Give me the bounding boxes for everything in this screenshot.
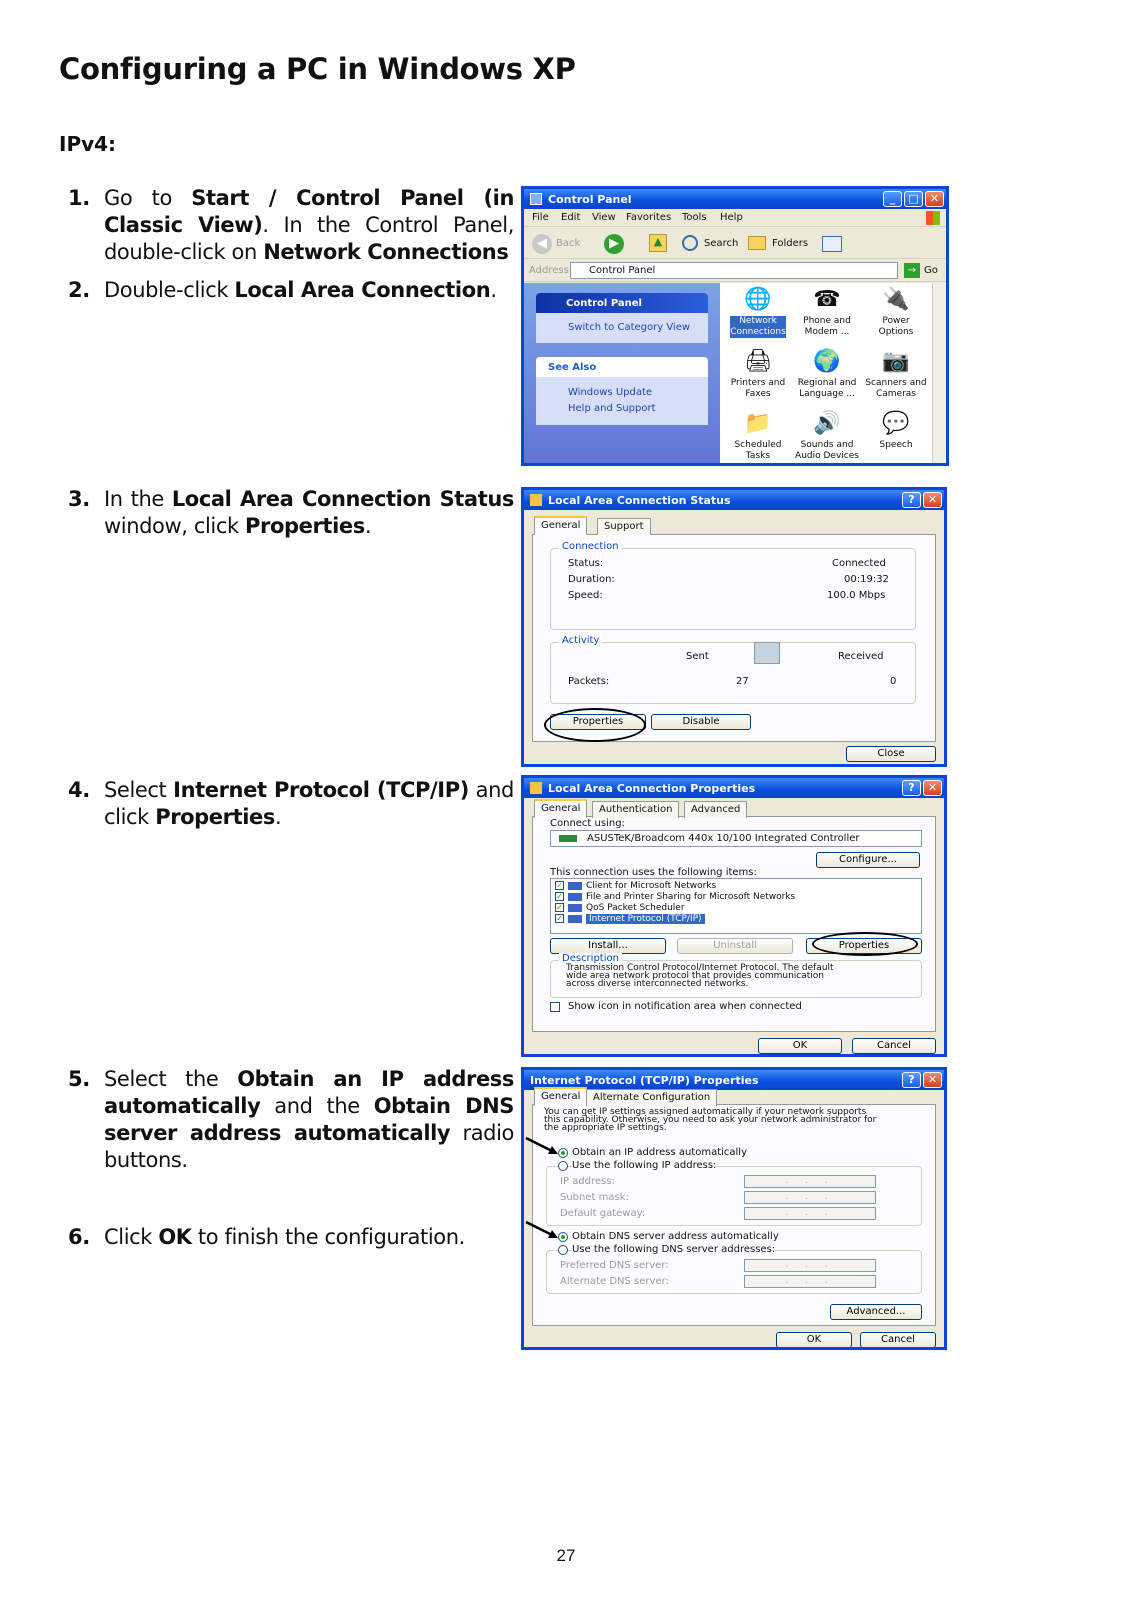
address-label: Address [529, 265, 569, 276]
step-emphasis: Internet Protocol (TCP/IP) [173, 778, 469, 802]
step-text [104, 277, 514, 304]
step-6 [68, 1224, 514, 1251]
control-panel-item-label: Printers and Faxes [730, 378, 786, 399]
subnet-mask-field[interactable]: . . . [744, 1191, 876, 1204]
step-number: 6. [68, 1225, 90, 1249]
step-run: . In the Control Panel, double-click on [104, 213, 514, 264]
item-label: QoS Packet Scheduler [586, 903, 685, 913]
duration-value: 00:19:32 [844, 574, 889, 585]
configure-button[interactable]: Configure... [816, 852, 920, 868]
windows-logo-icon [926, 211, 940, 225]
close-x-button[interactable]: ✕ [923, 492, 942, 508]
control-panel-item-label: Phone and Modem ... [803, 316, 851, 337]
step-3 [68, 486, 514, 540]
list-item[interactable] [555, 914, 705, 925]
control-panel-item-icon: 💬 [882, 411, 910, 436]
properties-titlebar[interactable] [524, 778, 944, 798]
see-also-title[interactable]: See Also [536, 357, 708, 377]
vertical-scrollbar[interactable] [932, 283, 946, 463]
control-panel-item[interactable] [726, 349, 790, 400]
control-panel-item-icon: ☎ [813, 287, 841, 312]
intro-line-2: this capability. Otherwise, you need to ask your network administrator for [544, 1115, 877, 1125]
ok-button[interactable]: OK [758, 1038, 842, 1054]
tab-support[interactable]: Support [597, 518, 651, 535]
search-icon[interactable] [682, 235, 698, 251]
use-ip-label: Use the following IP address: [572, 1160, 717, 1171]
preferred-dns-label: Preferred DNS server: [560, 1260, 669, 1271]
alternate-dns-label: Alternate DNS server: [560, 1276, 669, 1287]
tab-general[interactable]: General [534, 799, 587, 818]
list-item[interactable] [555, 892, 795, 903]
description-line-2: wide area network protocol that provides communication [566, 971, 824, 981]
item-label: File and Printer Sharing for Microsoft Networks [586, 892, 796, 902]
network-icon [530, 494, 542, 506]
step-emphasis: Properties [245, 514, 365, 538]
uninstall-button[interactable]: Uninstall [677, 938, 793, 954]
received-label: Received [838, 651, 884, 662]
step-run: . [490, 278, 497, 302]
step-run: to finish the configuration. [191, 1225, 465, 1249]
folders-button-label[interactable]: Folders [772, 238, 809, 249]
menu-bar [524, 209, 946, 227]
page-title: Configuring a PC in Windows XP [59, 52, 576, 86]
network-component-icon [568, 893, 582, 901]
close-button[interactable]: Close [846, 746, 936, 762]
step-emphasis: Start / Control Panel (in Classic View) [104, 186, 515, 237]
control-panel-item[interactable] [795, 411, 859, 462]
step-2 [68, 277, 514, 304]
list-item[interactable] [555, 903, 685, 914]
step-run: In the [104, 487, 172, 511]
step-text [104, 777, 514, 831]
obtain-ip-label: Obtain an IP address automatically [572, 1147, 748, 1158]
go-arrow-icon[interactable]: → [904, 263, 920, 278]
folders-icon[interactable] [748, 236, 766, 250]
network-component-icon [568, 904, 582, 912]
step-emphasis: OK [158, 1225, 192, 1249]
install-button[interactable]: Install... [550, 938, 666, 954]
control-panel-item-label: Scanners and Cameras [865, 378, 927, 399]
step-run: Double-click [104, 278, 235, 302]
task-panel [536, 293, 708, 343]
step-5 [68, 1066, 514, 1174]
step-text [104, 185, 514, 266]
address-value: Control Panel [589, 265, 656, 276]
maximize-button[interactable]: □ [904, 191, 923, 207]
help-support-link[interactable]: Help and Support [568, 403, 656, 414]
tab-alternate-configuration[interactable]: Alternate Configuration [586, 1089, 717, 1106]
control-panel-item-icon: 🌐 [744, 287, 772, 312]
step-run: Go to [104, 186, 192, 210]
subnet-mask-label: Subnet mask: [560, 1192, 629, 1203]
connection-group-label: Connection [559, 541, 622, 552]
left-task-pane [524, 283, 720, 463]
list-item[interactable] [555, 881, 716, 892]
address-input[interactable] [570, 262, 898, 279]
menu-tools[interactable]: Tools [682, 212, 707, 223]
intro-line-1: You can get IP settings assigned automatically if your network supports [544, 1107, 867, 1117]
packets-received: 0 [890, 676, 897, 687]
tab-advanced[interactable]: Advanced [684, 801, 747, 818]
item-label: Client for Microsoft Networks [586, 881, 717, 891]
step-run: Select the [104, 1067, 238, 1091]
control-panel-item-icon: 🌍 [813, 349, 841, 374]
highlight-ring [812, 932, 918, 956]
network-component-icon [568, 915, 582, 923]
step-4 [68, 777, 514, 831]
status-title: Local Area Connection Status [548, 493, 731, 507]
description-line-3: across diverse interconnected networks. [566, 979, 749, 989]
use-dns-label: Use the following DNS server addresses: [572, 1244, 776, 1255]
close-x-button[interactable]: ✕ [923, 780, 942, 796]
item-checkbox[interactable]: ✓ [556, 892, 563, 901]
step-run: radio buttons. [104, 1121, 514, 1172]
item-checkbox[interactable]: ✓ [556, 903, 563, 912]
menu-favorites[interactable]: Favorites [626, 212, 672, 223]
control-panel-item[interactable] [795, 287, 859, 338]
step-emphasis: Local Area Connection Status [171, 487, 514, 511]
step-number: 5. [68, 1067, 90, 1091]
duration-label: Duration: [568, 574, 615, 585]
item-checkbox[interactable]: ✓ [556, 881, 563, 890]
default-gateway-field[interactable]: . . . [744, 1207, 876, 1220]
step-emphasis: Properties [155, 805, 275, 829]
control-panel-item[interactable] [795, 349, 859, 400]
computers-icon [754, 642, 780, 664]
status-titlebar[interactable] [524, 490, 944, 510]
up-folder-icon[interactable]: ▲ [649, 234, 667, 252]
status-label: Status: [568, 558, 604, 569]
step-1 [68, 185, 514, 266]
control-panel-item-icon: 📷 [882, 349, 910, 374]
section-heading: IPv4: [59, 132, 117, 156]
toolbar [524, 227, 946, 259]
windows-update-link[interactable]: Windows Update [568, 387, 653, 398]
tcpip-window [521, 1067, 947, 1350]
item-checkbox[interactable]: ✓ [556, 914, 563, 923]
annotation-arrows [522, 1134, 562, 1264]
ip-address-label: IP address: [560, 1176, 615, 1187]
control-panel-item[interactable] [726, 411, 790, 462]
help-button[interactable]: ? [902, 492, 921, 508]
ip-address-field[interactable]: . . . [744, 1175, 876, 1188]
forward-arrow-icon[interactable]: ▶ [604, 234, 624, 254]
step-number: 4. [68, 778, 90, 802]
switch-category-link[interactable]: Switch to Category View [568, 322, 691, 333]
tab-authentication[interactable]: Authentication [592, 801, 679, 818]
step-run: Click [104, 1225, 159, 1249]
help-button[interactable]: ? [902, 780, 921, 796]
step-run: and the [260, 1094, 374, 1118]
connect-using-label: Connect using: [550, 818, 625, 829]
tab-general[interactable]: General [534, 1087, 587, 1106]
advanced-button[interactable]: Advanced... [830, 1304, 922, 1320]
properties-title: Local Area Connection Properties [548, 781, 756, 795]
step-number: 1. [68, 186, 90, 210]
step-run: and click [104, 778, 514, 829]
arrow-obtain-ip-icon [526, 1138, 558, 1154]
tab-general[interactable]: General [534, 516, 587, 535]
control-panel-window [521, 186, 949, 466]
step-run: Select [104, 778, 174, 802]
control-panel-item[interactable] [864, 411, 928, 451]
step-emphasis: Network Connections [263, 240, 509, 264]
step-emphasis: Obtain DNS server address automatically [104, 1094, 515, 1145]
control-panel-item[interactable] [864, 287, 928, 338]
step-emphasis: Obtain an IP address automatically [104, 1067, 514, 1118]
control-panel-item-icon: 📁 [744, 411, 772, 436]
default-gateway-label: Default gateway: [560, 1208, 646, 1219]
step-run: . [364, 514, 372, 538]
step-emphasis: Local Area Connection [234, 278, 491, 302]
packets-sent: 27 [736, 676, 749, 687]
page-number: 27 [556, 1546, 576, 1565]
adapter-name: ASUSTeK/Broadcom 440x 10/100 Integrated Controller [587, 833, 860, 844]
ok-button[interactable]: OK [776, 1332, 852, 1348]
adapter-box [550, 830, 922, 847]
go-button-label[interactable]: Go [924, 265, 938, 276]
close-x-button[interactable]: ✕ [923, 1072, 942, 1088]
step-number: 2. [68, 278, 90, 302]
items-list [550, 878, 922, 934]
speed-value: 100.0 Mbps [827, 590, 886, 601]
menu-help[interactable]: Help [720, 212, 743, 223]
control-panel-icons [720, 283, 932, 463]
tcpip-title: Internet Protocol (TCP/IP) Properties [530, 1073, 759, 1087]
control-panel-item-label: Power Options [878, 316, 914, 337]
speed-label: Speed: [568, 590, 603, 601]
cancel-button[interactable]: Cancel [852, 1038, 936, 1054]
step-text [104, 1066, 514, 1174]
step-text [104, 486, 514, 540]
control-panel-item-icon: 🖨 [744, 349, 772, 374]
sent-label: Sent [686, 651, 709, 662]
properties-button[interactable]: Properties [550, 714, 646, 730]
menu-file[interactable]: File [532, 212, 549, 223]
preferred-dns-field[interactable]: . . . [744, 1259, 876, 1272]
description-group-label: Description [559, 953, 622, 964]
menu-edit[interactable]: Edit [561, 212, 581, 223]
disable-button[interactable]: Disable [651, 714, 751, 730]
network-card-icon [559, 835, 577, 842]
arrow-obtain-dns-icon [526, 1222, 558, 1238]
network-icon [530, 782, 542, 794]
cancel-button[interactable]: Cancel [860, 1332, 936, 1348]
control-panel-item-label: Sounds and Audio Devices [795, 440, 859, 461]
description-line-1: Transmission Control Protocol/Internet Protocol. The default [566, 963, 834, 973]
step-run: . [275, 805, 282, 829]
control-panel-item[interactable] [864, 349, 928, 400]
control-panel-item-label: Network Connections [730, 316, 786, 337]
item-label: Internet Protocol (TCP/IP) [586, 914, 705, 924]
back-button-label[interactable]: Back [556, 238, 581, 249]
menu-view[interactable]: View [592, 212, 616, 223]
activity-group-label: Activity [559, 635, 602, 646]
show-icon-label: Show icon in notification area when connected [568, 1001, 802, 1012]
intro-line-3: the appropriate IP settings. [544, 1123, 667, 1133]
control-panel-item-icon: 🔊 [813, 411, 841, 436]
step-run: window, click [104, 514, 246, 538]
control-panel-item[interactable] [726, 287, 790, 338]
task-panel-title[interactable]: Control Panel [536, 293, 708, 313]
step-number: 3. [68, 487, 90, 511]
views-icon[interactable] [822, 236, 842, 252]
properties-button[interactable]: Properties [806, 938, 922, 954]
packets-label: Packets: [568, 676, 610, 687]
close-button[interactable]: ✕ [925, 191, 944, 207]
help-button[interactable]: ? [902, 1072, 921, 1088]
status-window [521, 487, 947, 767]
step-text [104, 1224, 514, 1251]
control-panel-item-label: Scheduled Tasks [734, 440, 782, 461]
highlight-ring [544, 708, 646, 742]
control-panel-item-icon: 🔌 [882, 287, 910, 312]
items-label: This connection uses the following items: [550, 867, 757, 878]
status-value: Connected [832, 558, 886, 569]
search-button-label[interactable]: Search [704, 238, 739, 249]
control-panel-icon [530, 193, 542, 205]
see-also-panel [536, 357, 708, 425]
control-panel-title: Control Panel [548, 192, 632, 206]
control-panel-titlebar[interactable] [524, 189, 946, 209]
properties-window [521, 775, 947, 1057]
address-bar [524, 260, 946, 282]
back-arrow-icon[interactable]: ◀ [532, 234, 552, 254]
alternate-dns-field[interactable]: . . . [744, 1275, 876, 1288]
control-panel-item-label: Speech [879, 440, 913, 450]
control-panel-item-label: Regional and Language ... [797, 378, 857, 399]
network-component-icon [568, 882, 582, 890]
minimize-button[interactable]: _ [883, 191, 902, 207]
show-icon-checkbox[interactable] [550, 1002, 560, 1012]
obtain-dns-label: Obtain DNS server address automatically [572, 1231, 779, 1242]
